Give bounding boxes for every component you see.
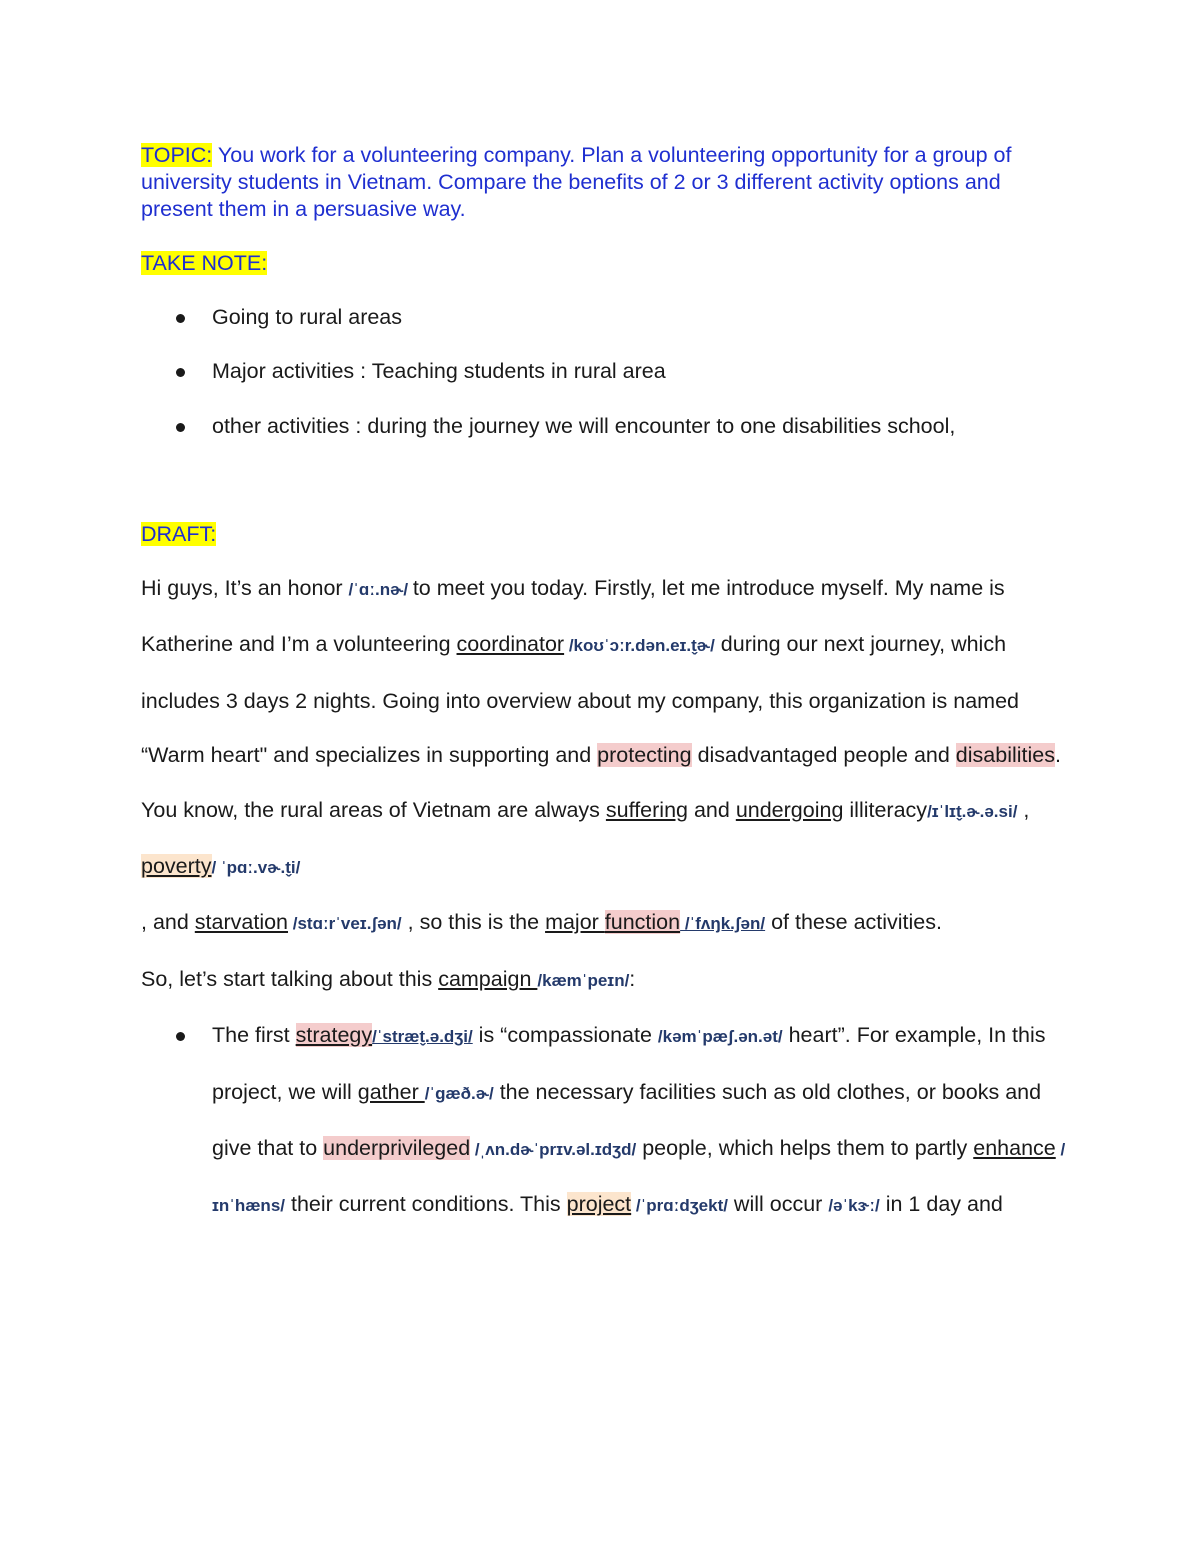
- topic-paragraph: [141, 142, 1071, 223]
- text-run: heart”. For example, In this project, we will: [212, 1023, 1046, 1104]
- word-campaign: campaign: [438, 966, 538, 991]
- word-suffering: suffering: [605, 797, 688, 822]
- word-underprivileged: underprivileged: [323, 1136, 471, 1161]
- text-run: So, let’s start talking about this: [141, 966, 439, 991]
- word-strategy: strategy: [295, 1023, 373, 1048]
- draft-paragraph-campaign: [141, 952, 1071, 1008]
- text-run: . You know, the rural areas of Vietnam are always: [141, 743, 1061, 822]
- draft-label: DRAFT:: [141, 522, 217, 546]
- word-undergoing: undergoing: [735, 797, 844, 822]
- topic-text: You work for a volunteering company. Plan a volunteering opportunity for a group of university students in Vietnam. Compare the benefits of 2 or 3 different activity options and present them in a persuasive way.: [141, 143, 1012, 221]
- draft-paragraph-intro: [141, 561, 1071, 895]
- list-item: Major activities : Teaching students in rural area: [141, 344, 1071, 398]
- ipa-function: /ˈfʌŋk.ʃən/: [680, 914, 766, 934]
- text-run: their current conditions. This: [285, 1192, 567, 1217]
- ipa-honor: /ˈɑː.nɚ/: [348, 580, 413, 599]
- word-coordinator: coordinator: [456, 632, 565, 657]
- list-item: Going to rural areas: [141, 290, 1071, 344]
- take-note-list: [141, 290, 1071, 453]
- ipa-illiteracy: /ɪˈlɪt̬.ɚ.ə.si/: [927, 801, 1018, 821]
- text-run: :: [629, 966, 636, 991]
- text-run: illiteracy: [843, 797, 928, 822]
- ipa-gather: /ˈɡæð.ɚ/: [424, 1083, 494, 1103]
- text-run: of these activities.: [765, 910, 942, 935]
- text-run: and: [687, 797, 736, 822]
- list-item: other activities : during the journey we will encounter to one disabilities school,: [141, 399, 1071, 453]
- word-gather: gather: [357, 1079, 425, 1104]
- text-run: people, which helps them to partly: [636, 1136, 974, 1161]
- text-run: , so this is the: [401, 910, 546, 935]
- word-function: function: [604, 910, 681, 935]
- word-poverty: poverty: [141, 854, 212, 879]
- text-run: The first: [212, 1023, 296, 1048]
- ipa-project: /ˈprɑːdʒekt/: [631, 1196, 728, 1216]
- word-starvation: starvation: [194, 910, 289, 935]
- word-disabilities: disabilities: [955, 743, 1055, 768]
- ipa-poverty: / ˈpɑː.vɚ.t̬i/: [211, 858, 301, 878]
- ipa-compassionate: /kəmˈpæʃ.ən.ət/: [657, 1027, 783, 1047]
- take-note-heading: [141, 250, 267, 277]
- word-project: project: [566, 1192, 632, 1217]
- text-run: ,: [1017, 797, 1030, 822]
- ipa-strategy: /ˈstræt̬.ə.dʒi/: [372, 1027, 473, 1047]
- word-enhance: enhance: [973, 1136, 1056, 1161]
- text-run: , and: [141, 910, 195, 935]
- ipa-campaign: /kæmˈpeɪn/: [537, 970, 630, 990]
- text-run: the necessary facilities such as old clothes, or books and give that to: [212, 1079, 1042, 1161]
- text-run: will occur: [727, 1192, 829, 1217]
- draft-heading: [141, 521, 216, 548]
- ipa-occur: /əˈkɝː/: [828, 1196, 880, 1216]
- draft-body: [141, 561, 1071, 1234]
- text-run: in 1 day and: [879, 1192, 1003, 1217]
- take-note-label: TAKE NOTE:: [141, 251, 268, 275]
- ipa-coordinator: /koʊˈɔːr.dən.eɪ.t̬ɚ/: [564, 636, 715, 656]
- ipa-enhance: /ɪnˈhæns/: [212, 1140, 1066, 1216]
- topic-label: TOPIC:: [141, 143, 213, 167]
- text-run: to meet you today. Firstly, let me introduce myself. My name is Katherine and I’m a volunteering: [141, 576, 1005, 657]
- draft-paragraph-function: [141, 895, 1071, 951]
- word-major: major: [545, 910, 605, 935]
- word-protecting: protecting: [597, 743, 692, 768]
- text-run: is “compassionate: [472, 1023, 658, 1048]
- ipa-starvation: /stɑːrˈveɪ.ʃən/: [288, 914, 402, 934]
- text-run: disadvantaged people and: [691, 743, 956, 768]
- strategy-list: [141, 1008, 1071, 1234]
- text-run: during our next journey, which includes 3 days 2 nights. Going into overview about my company, this organization is named “Warm heart" and specializes in supporting and: [141, 632, 1019, 768]
- text-run: Hi guys, It’s an honor: [141, 576, 349, 600]
- list-item: [141, 1008, 1071, 1234]
- ipa-underprivileged: /ˌʌn.dɚˈprɪv.əl.ɪdʒd/: [470, 1140, 637, 1160]
